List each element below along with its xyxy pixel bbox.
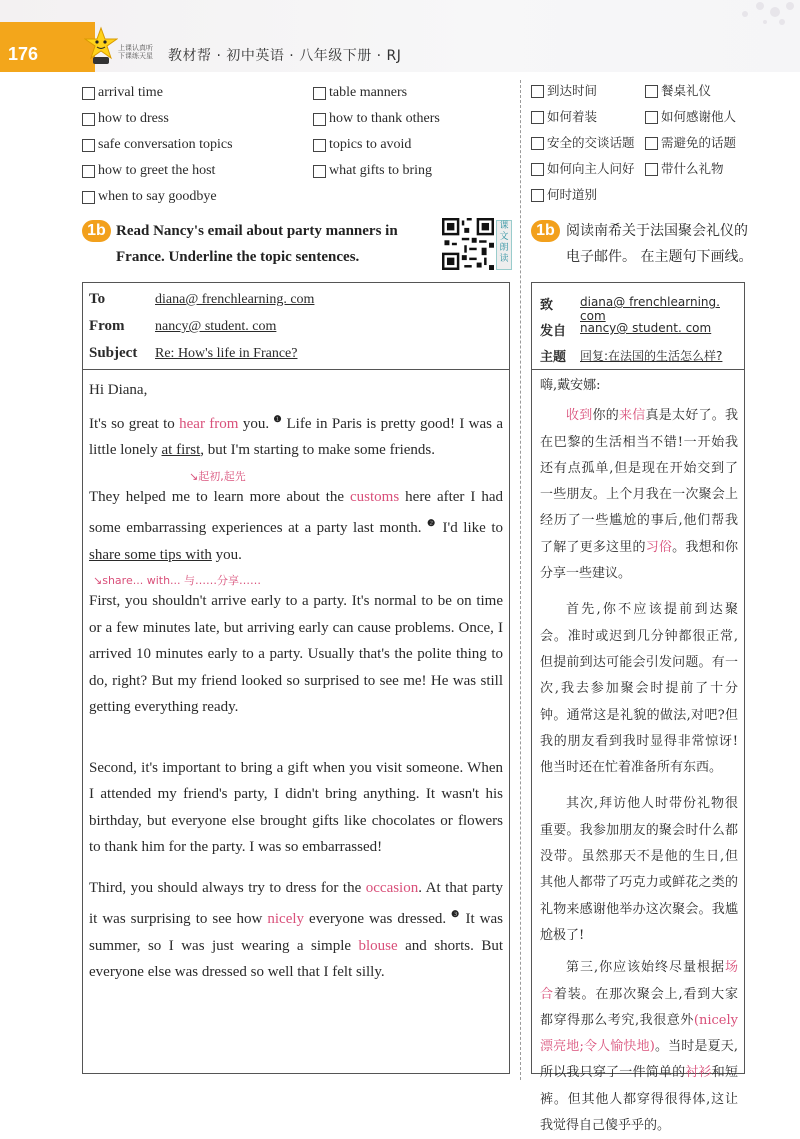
annotation-note: ↘起初,起先 [189, 469, 246, 483]
checklist-item-zh[interactable]: 如何感谢他人 [645, 109, 736, 125]
checkbox-icon[interactable] [313, 113, 326, 126]
checkbox-icon[interactable] [531, 137, 544, 150]
paragraph-2: They helped me to learn more about the customs here after I had some embarrassing experiences at a party last month. $^❷$ I'd like to share some tips with you. [89, 488, 504, 563]
email-zh [531, 282, 745, 1134]
note-row-1 [89, 464, 503, 484]
checkbox-icon[interactable] [313, 165, 326, 178]
checklist-item-zh[interactable]: 如何着装 [531, 109, 597, 125]
header-decoration [520, 0, 800, 30]
checklist-item[interactable]: how to thank others [313, 111, 440, 127]
checklist-item[interactable]: how to dress [82, 111, 169, 127]
from-address-zh: nancy@ student. com [580, 321, 712, 335]
task-badge-zh: 1b [531, 220, 560, 242]
checklist-item[interactable]: how to greet the host [82, 163, 215, 179]
email-header-zh [532, 283, 744, 370]
to-address-zh: diana@ frenchlearning. com [580, 295, 720, 323]
book-title: 教材帮 · 初中英语 · 八年级下册 · RJ [168, 48, 402, 64]
checklist-item[interactable]: what gifts to bring [313, 163, 432, 179]
email-en [82, 282, 510, 1074]
checkbox-icon[interactable] [531, 85, 544, 98]
from-label: From [89, 318, 125, 334]
to-address: diana@ frenchlearning. com [155, 292, 315, 307]
task-badge: 1b [82, 220, 111, 242]
checkbox-icon[interactable] [82, 165, 95, 178]
slogan: 上课认真听 下课练天星 [118, 44, 153, 60]
audio-tag[interactable]: 课文朗读 [496, 220, 512, 270]
paragraph-3-zh: 其次,拜访他人时带份礼物很重要。我参加朋友的聚会时什么都没带。虽然那天不是他的生日,但其他人都带了巧克力或鲜花之类的礼物来感谢他举办这次聚会。我尴尬极了! [540, 796, 738, 943]
from-label-zh: 发自 [540, 324, 567, 339]
subject-label: Subject [89, 345, 138, 361]
checklist-item-zh[interactable]: 何时道别 [531, 187, 597, 203]
checkbox-icon[interactable] [82, 87, 95, 100]
checklist-item[interactable]: when to say goodbye [82, 189, 217, 205]
subject-label-zh: 主题 [540, 350, 567, 365]
checkbox-icon[interactable] [645, 163, 658, 176]
paragraph-3: First, you shouldn't arrive early to a party. It's normal to be on time or a few minutes late, but arriving early can cause problems. Once, I arrived 10 minutes early to a party. Usually that's the polite thing to do, right? But my friend looked so surprised to see me! He was still getting everything ready. [89, 593, 503, 715]
annotation-note: ↘share... with... 与……分享…… [93, 574, 262, 587]
checklist-item-zh[interactable]: 带什么礼物 [645, 161, 724, 177]
checklist-item[interactable]: safe conversation topics [82, 137, 233, 153]
task-instruction-en: Read Nancy's email about party manners in France. Underline the topic sentences. [116, 223, 398, 265]
paragraph-5: Third, you should always try to dress for the occasion. At that party it was surprising to see how nicely everyone was dressed. $^❸$ It was summer, so I was just wearing a simple blouse and shorts. But everyone else was dressed so well that I felt silly. [89, 879, 504, 980]
checklist-item-zh[interactable]: 到达时间 [531, 83, 597, 99]
checklist-item[interactable]: topics to avoid [313, 137, 411, 153]
paragraph-4: Second, it's important to bring a gift when you visit someone. When I attended my friend's party, I didn't bring anything. It wasn't his birthday, but everyone else brought gifts like chocolates or flowers to thank him for the party. I was so embarrassed! [89, 759, 503, 855]
checkbox-icon[interactable] [645, 85, 658, 98]
checkbox-icon[interactable] [82, 191, 95, 204]
qr-code-icon[interactable] [442, 218, 494, 270]
note-row-2 [89, 568, 503, 588]
email-header-en [83, 283, 509, 370]
checkbox-icon[interactable] [645, 111, 658, 124]
checklist-item-zh[interactable]: 餐桌礼仪 [645, 83, 711, 99]
checkbox-icon[interactable] [82, 139, 95, 152]
to-label: To [89, 291, 106, 307]
checkbox-icon[interactable] [531, 111, 544, 124]
task-instruction-zh: 阅读南希关于法国聚会礼仪的 电子邮件。 在主题句下画线。 [566, 223, 753, 265]
paragraph-4-zh: 第三,你应该始终尽量根据场合着装。在那次聚会上,看到大家都穿得那么考究,我很意外(nicely 漂亮地;令人愉快地)。当时是夏天,所以我只穿了一件简单的衬衫和短裤。但其他人都穿得很得体,这让我觉得自己傻乎乎的。 [540, 960, 738, 1134]
checkbox-icon[interactable] [531, 189, 544, 202]
paragraph-2-zh: 首先,你不应该提前到达聚会。准时或迟到几分钟都很正常,但提前到达可能会引发问题。有一次,我去参加聚会时提前了十分钟。通常这是礼貌的做法,对吧?但我的朋友看到我时显得非常惊讶!他当时还在忙着准备所有东西。 [540, 602, 738, 776]
from-address: nancy@ student. com [155, 319, 277, 334]
checkbox-icon[interactable] [313, 87, 326, 100]
greeting: Hi Diana, [89, 382, 148, 398]
checkbox-icon[interactable] [313, 139, 326, 152]
star-mascot-icon [84, 26, 118, 66]
column-divider [520, 80, 521, 1080]
to-label-zh: 致 [540, 298, 554, 313]
checklist-item[interactable]: arrival time [82, 85, 163, 101]
checklist-item-zh[interactable]: 需避免的话题 [645, 135, 736, 151]
checkbox-icon[interactable] [645, 137, 658, 150]
paragraph-1-zh: 收到你的来信真是太好了。我在巴黎的生活相当不错!一开始我还有点孤单,但是现在开始交到了一些朋友。上个月我在一次聚会上经历了一些尴尬的事后,他们帮我了解了更多这里的习俗。我想和你分享一些建议。 [540, 408, 738, 582]
paragraph-1: It's so great to hear from you. $^❶$ Life in Paris is pretty good! I was a little lonely at first, but I'm starting to make some friends. [89, 413, 504, 458]
checkbox-icon[interactable] [82, 113, 95, 126]
checklist-item-zh[interactable]: 安全的交谈话题 [531, 135, 635, 151]
subject-text-zh: 回复:在法国的生活怎么样? [580, 349, 723, 363]
checkbox-icon[interactable] [531, 163, 544, 176]
email-body-zh [540, 373, 738, 1139]
greeting-zh: 嗨,戴安娜: [540, 378, 601, 393]
email-body-en [89, 377, 503, 986]
subject-text: Re: How's life in France? [155, 346, 298, 361]
page-number: 176 [8, 44, 39, 64]
checklist-item-zh[interactable]: 如何向主人问好 [531, 161, 635, 177]
checklist-item[interactable]: table manners [313, 85, 407, 101]
